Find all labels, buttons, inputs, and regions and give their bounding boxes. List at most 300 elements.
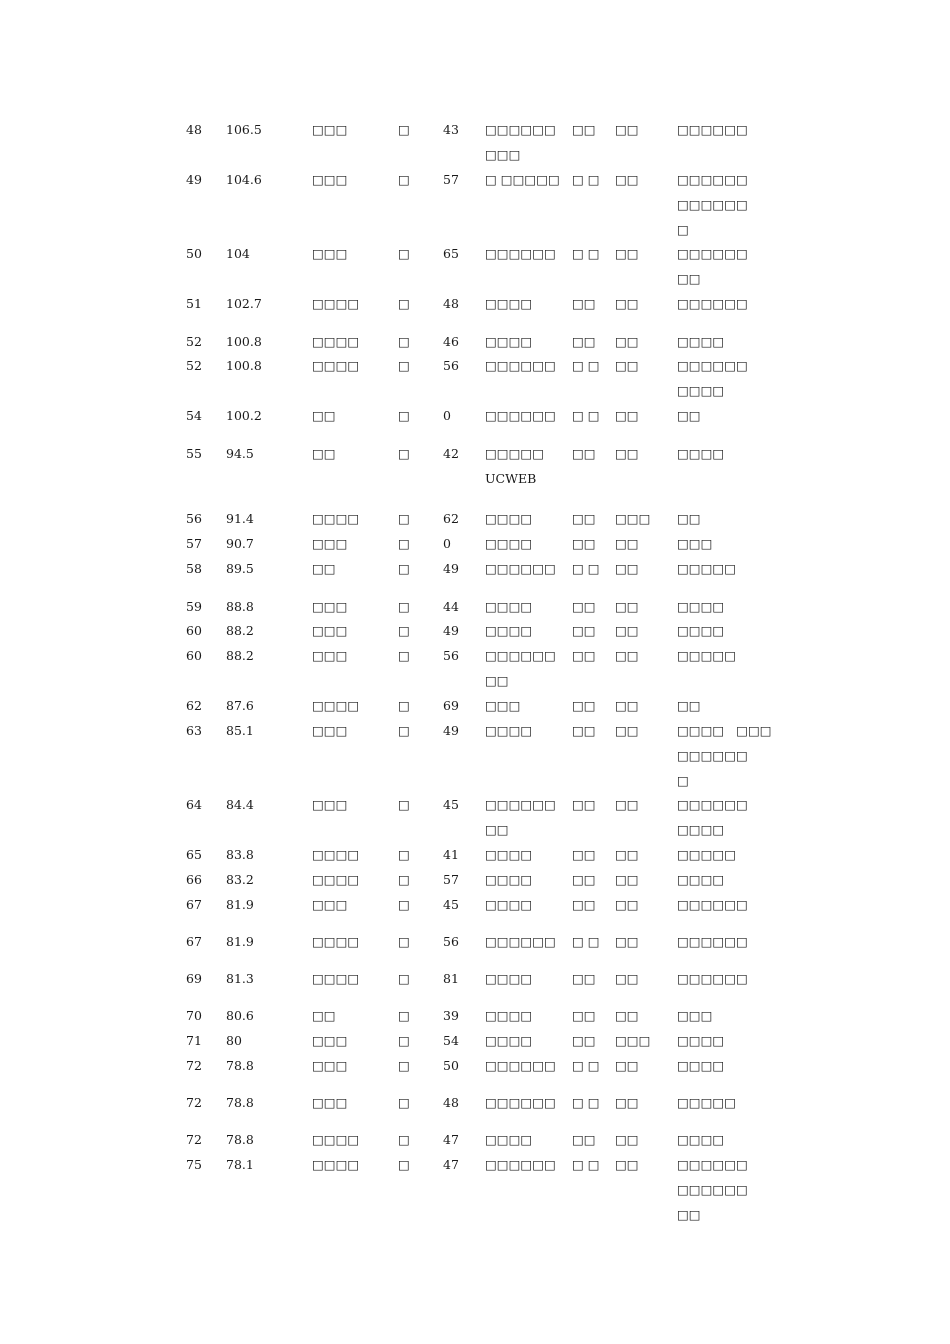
note-cell [677,892,753,917]
organization-cell-line: □□□□□□ [485,358,556,373]
education-cell: □ □ [572,561,600,576]
name-cell: □□□□ [312,872,360,887]
organization-cell [485,792,569,842]
note-cell-line: □□□ [677,536,713,551]
organization-cell-line: □□□□ [485,623,533,638]
name-cell: □□□ [312,536,348,551]
rank-cell: 55 [186,446,202,461]
note-cell [677,618,753,643]
name-cell: □□□ [312,1033,348,1048]
organization-cell-line: □□□□ [485,536,533,551]
degree-cell: □□ [615,172,639,187]
name-cell: □□□□ [312,1157,360,1172]
organization-cell [485,643,569,693]
rank-cell: 70 [186,1008,202,1023]
rank-cell: 64 [186,797,202,812]
note-cell [677,1127,753,1152]
organization-cell-line: □□□□□□ [485,246,556,261]
note-cell [677,929,753,954]
education-cell: □ □ [572,246,600,261]
sex-cell: □ [398,1033,410,1048]
note-cell-line: □□□□□ [677,847,737,862]
degree-cell: □□ [615,847,639,862]
age-cell: 65 [443,246,459,261]
name-cell: □□□□ [312,698,360,713]
age-cell: 57 [443,872,459,887]
organization-cell-line: □□□□□□ [485,648,556,663]
name-cell: □□□□ [312,847,360,862]
rank-cell: 71 [186,1033,202,1048]
degree-cell: □□ [615,1095,639,1110]
note-cell [677,1152,753,1227]
organization-cell-line: □□□□□□ [485,1157,556,1172]
note-cell [677,556,753,581]
degree-cell: □□ [615,897,639,912]
organization-cell [485,556,569,581]
sex-cell: □ [398,872,410,887]
note-cell-line: □□□□ [677,599,725,614]
organization-cell [485,117,569,167]
note-cell-line: □□□□□□ [677,358,748,373]
score-cell: 83.2 [226,872,254,887]
score-cell: 100.8 [226,334,262,349]
age-cell: 47 [443,1157,459,1172]
age-cell: 54 [443,1033,459,1048]
degree-cell: □□ [615,296,639,311]
degree-cell: □□ [615,797,639,812]
organization-cell [485,618,569,643]
organization-cell [485,842,569,867]
degree-cell: □□ [615,1157,639,1172]
sex-cell: □ [398,847,410,862]
education-cell: □ □ [572,934,600,949]
score-cell: 88.8 [226,599,254,614]
organization-cell-line: □ □□□□□ [485,172,560,187]
score-cell: 90.7 [226,536,254,551]
name-cell: □□□ [312,1058,348,1073]
age-cell: 47 [443,1132,459,1147]
sex-cell: □ [398,446,410,461]
education-cell: □□ [572,623,596,638]
age-cell: 0 [443,536,451,551]
organization-cell-line: □□□□□□ [485,1095,556,1110]
degree-cell: □□ [615,334,639,349]
organization-cell-line: □□□□□□ [485,797,556,812]
name-cell: □□□ [312,172,348,187]
score-cell: 78.1 [226,1157,254,1172]
name-cell: □□□ [312,122,348,137]
degree-cell: □□ [615,408,639,423]
note-cell-line: □□□□□□ [677,197,748,212]
education-cell: □ □ [572,1157,600,1172]
organization-cell [485,867,569,892]
name-cell: □□ [312,1008,336,1023]
note-cell [677,353,753,403]
sex-cell: □ [398,561,410,576]
note-cell-line: □□ [677,1207,701,1222]
score-cell: 88.2 [226,648,254,663]
note-cell-line: □□□□□□ [677,296,748,311]
note-cell-line: □□□□ [677,1132,725,1147]
degree-cell: □□ [615,536,639,551]
note-cell [677,842,753,867]
name-cell: □□□ [312,648,348,663]
organization-cell-line: □□□ [485,698,521,713]
education-cell: □□ [572,334,596,349]
organization-cell-line: □□□□ [485,847,533,862]
degree-cell: □□ [615,446,639,461]
score-cell: 104 [226,246,250,261]
organization-cell [485,693,569,718]
organization-cell-line: □□□□ [485,334,533,349]
organization-cell-line: □□□□□□ [485,561,556,576]
sex-cell: □ [398,1157,410,1172]
education-cell: □□ [572,1033,596,1048]
rank-cell: 69 [186,971,202,986]
note-cell [677,291,753,316]
organization-cell [485,929,569,954]
rank-cell: 62 [186,698,202,713]
organization-cell [485,441,569,491]
organization-cell [485,167,569,192]
age-cell: 0 [443,408,451,423]
name-cell: □□□ [312,797,348,812]
score-cell: 80 [226,1033,242,1048]
age-cell: 50 [443,1058,459,1073]
age-cell: 45 [443,797,459,812]
sex-cell: □ [398,358,410,373]
degree-cell: □□□ [615,1033,651,1048]
organization-cell [485,1003,569,1028]
age-cell: 48 [443,296,459,311]
education-cell: □□ [572,971,596,986]
note-cell-line: □ [677,773,689,788]
degree-cell: □□ [615,934,639,949]
note-cell [677,167,753,242]
score-cell: 78.8 [226,1132,254,1147]
score-cell: 80.6 [226,1008,254,1023]
score-cell: 106.5 [226,122,262,137]
note-cell [677,718,772,793]
age-cell: 69 [443,698,459,713]
note-cell-line: □□□□□□ [677,897,748,912]
note-cell [677,594,753,619]
note-cell [677,441,753,466]
organization-cell [485,718,569,743]
organization-cell-line: □□□□ [485,723,533,738]
organization-cell-line: □□□□ [485,599,533,614]
rank-cell: 72 [186,1132,202,1147]
degree-cell: □□ [615,872,639,887]
name-cell: □□□□ [312,296,360,311]
education-cell: □□ [572,872,596,887]
education-cell: □□ [572,599,596,614]
rank-cell: 59 [186,599,202,614]
score-cell: 94.5 [226,446,254,461]
rank-cell: 56 [186,511,202,526]
rank-cell: 48 [186,122,202,137]
age-cell: 49 [443,561,459,576]
name-cell: □□□□ [312,1132,360,1147]
education-cell: □□ [572,698,596,713]
organization-cell-line: □□□□□ [485,446,545,461]
sex-cell: □ [398,1008,410,1023]
education-cell: □□ [572,723,596,738]
rank-cell: 63 [186,723,202,738]
name-cell: □□□□ [312,511,360,526]
note-cell [677,403,753,428]
age-cell: 62 [443,511,459,526]
score-cell: 78.8 [226,1095,254,1110]
rank-cell: 58 [186,561,202,576]
note-cell [677,531,753,556]
score-cell: 89.5 [226,561,254,576]
note-cell-line: □□ [677,698,701,713]
rank-cell: 65 [186,847,202,862]
education-cell: □□ [572,122,596,137]
sex-cell: □ [398,698,410,713]
rank-cell: 52 [186,334,202,349]
sex-cell: □ [398,623,410,638]
education-cell: □□ [572,897,596,912]
name-cell: □□□ [312,897,348,912]
degree-cell: □□ [615,358,639,373]
score-cell: 81.9 [226,934,254,949]
note-cell-line: □□□ [677,1008,713,1023]
name-cell: □□□ [312,623,348,638]
note-cell-line: □□□□ □□□ [677,723,772,738]
organization-cell [485,892,569,917]
organization-cell [485,403,569,428]
score-cell: 81.3 [226,971,254,986]
sex-cell: □ [398,599,410,614]
note-cell-line: □□□□ [677,334,725,349]
note-cell [677,1028,753,1053]
note-cell-line: □□□□ [677,623,725,638]
organization-cell [485,1152,569,1177]
rank-cell: 67 [186,934,202,949]
organization-cell-line: □□□□ [485,296,533,311]
organization-cell-line: □□□□ [485,511,533,526]
note-cell-line: □□□□□□ [677,971,748,986]
note-cell [677,966,753,991]
degree-cell: □□ [615,648,639,663]
rank-cell: 54 [186,408,202,423]
rank-cell: 72 [186,1058,202,1073]
note-cell-line: □□□□□□ [677,172,748,187]
age-cell: 39 [443,1008,459,1023]
name-cell: □□ [312,408,336,423]
education-cell: □□ [572,797,596,812]
sex-cell: □ [398,408,410,423]
organization-cell-line: □□□□ [485,872,533,887]
organization-cell-line: □□□□□□ [485,408,556,423]
education-cell: □□ [572,1008,596,1023]
note-cell [677,117,753,142]
age-cell: 41 [443,847,459,862]
sex-cell: □ [398,1132,410,1147]
score-cell: 87.6 [226,698,254,713]
education-cell: □□ [572,648,596,663]
degree-cell: □□ [615,1058,639,1073]
score-cell: 83.8 [226,847,254,862]
organization-cell-line: □□□□□□ [485,934,556,949]
name-cell: □□□□ [312,971,360,986]
organization-cell-line: □□□□□□ [485,1058,556,1073]
organization-cell-line: UCWEB [485,471,537,486]
education-cell: □ □ [572,358,600,373]
note-cell-line: □□□□ [677,872,725,887]
name-cell: □□ [312,561,336,576]
note-cell-line: □□□□□ [677,561,737,576]
age-cell: 56 [443,358,459,373]
note-cell-line: □□□□□ [677,1095,737,1110]
score-cell: 84.4 [226,797,254,812]
score-cell: 85.1 [226,723,254,738]
note-cell-line: □□□□□□ [677,122,748,137]
note-cell [677,329,753,354]
note-cell [677,643,753,668]
note-cell-line: □□ [677,271,701,286]
organization-cell [485,1053,569,1078]
name-cell: □□□ [312,599,348,614]
score-cell: 78.8 [226,1058,254,1073]
sex-cell: □ [398,536,410,551]
score-cell: 104.6 [226,172,262,187]
sex-cell: □ [398,172,410,187]
organization-cell-line: □□ [485,822,509,837]
sex-cell: □ [398,897,410,912]
sex-cell: □ [398,246,410,261]
note-cell [677,867,753,892]
note-cell-line: □□□□□□ [677,748,748,763]
organization-cell-line: □□□□ [485,1033,533,1048]
sex-cell: □ [398,334,410,349]
name-cell: □□ [312,446,336,461]
organization-cell [485,241,569,266]
note-cell-line: □□□□□□ [677,797,748,812]
age-cell: 46 [443,334,459,349]
degree-cell: □□ [615,623,639,638]
degree-cell: □□ [615,122,639,137]
note-cell-line: □□□□□□ [677,1157,748,1172]
organization-cell-line: □□□□□□ [485,122,556,137]
organization-cell-line: □□□□ [485,897,533,912]
rank-cell: 72 [186,1095,202,1110]
degree-cell: □□ [615,599,639,614]
education-cell: □□ [572,536,596,551]
note-cell-line: □□□□□□ [677,246,748,261]
education-cell: □□ [572,446,596,461]
organization-cell [485,506,569,531]
sex-cell: □ [398,511,410,526]
note-cell [677,241,753,291]
education-cell: □□ [572,511,596,526]
score-cell: 81.9 [226,897,254,912]
degree-cell: □□□ [615,511,651,526]
degree-cell: □□ [615,723,639,738]
note-cell-line: □□□□ [677,1033,725,1048]
organization-cell [485,1127,569,1152]
rank-cell: 66 [186,872,202,887]
note-cell-line: □□□□ [677,822,725,837]
degree-cell: □□ [615,561,639,576]
note-cell [677,1090,753,1115]
name-cell: □□□ [312,723,348,738]
sex-cell: □ [398,1095,410,1110]
rank-cell: 67 [186,897,202,912]
age-cell: 57 [443,172,459,187]
rank-cell: 50 [186,246,202,261]
education-cell: □□ [572,847,596,862]
note-cell-line: □□ [677,408,701,423]
education-cell: □□ [572,1132,596,1147]
sex-cell: □ [398,971,410,986]
age-cell: 45 [443,897,459,912]
education-cell: □ □ [572,1058,600,1073]
age-cell: 43 [443,122,459,137]
note-cell-line: □□□□□□ [677,934,748,949]
age-cell: 49 [443,623,459,638]
sex-cell: □ [398,934,410,949]
organization-cell [485,594,569,619]
rank-cell: 75 [186,1157,202,1172]
note-cell-line: □□□□ [677,383,725,398]
note-cell-line: □□ [677,511,701,526]
note-cell [677,506,753,531]
education-cell: □ □ [572,172,600,187]
sex-cell: □ [398,797,410,812]
age-cell: 42 [443,446,459,461]
organization-cell [485,1028,569,1053]
organization-cell [485,966,569,991]
organization-cell [485,1090,569,1115]
rank-cell: 60 [186,623,202,638]
score-cell: 100.2 [226,408,262,423]
organization-cell-line: □□□□ [485,1008,533,1023]
name-cell: □□□□ [312,934,360,949]
sex-cell: □ [398,122,410,137]
degree-cell: □□ [615,971,639,986]
age-cell: 56 [443,934,459,949]
note-cell [677,693,753,718]
rank-cell: 52 [186,358,202,373]
note-cell-line: □□□□□ [677,648,737,663]
note-cell [677,792,753,842]
age-cell: 81 [443,971,459,986]
age-cell: 49 [443,723,459,738]
score-cell: 100.8 [226,358,262,373]
name-cell: □□□ [312,246,348,261]
sex-cell: □ [398,1058,410,1073]
rank-cell: 57 [186,536,202,551]
degree-cell: □□ [615,1132,639,1147]
note-cell-line: □□□□□□ [677,1182,748,1197]
rank-cell: 49 [186,172,202,187]
score-cell: 102.7 [226,296,262,311]
note-cell [677,1053,753,1078]
age-cell: 48 [443,1095,459,1110]
education-cell: □ □ [572,408,600,423]
organization-cell-line: □□□□ [485,1132,533,1147]
sex-cell: □ [398,296,410,311]
score-cell: 91.4 [226,511,254,526]
age-cell: 44 [443,599,459,614]
rank-cell: 51 [186,296,202,311]
sex-cell: □ [398,648,410,663]
education-cell: □ □ [572,1095,600,1110]
degree-cell: □□ [615,1008,639,1023]
